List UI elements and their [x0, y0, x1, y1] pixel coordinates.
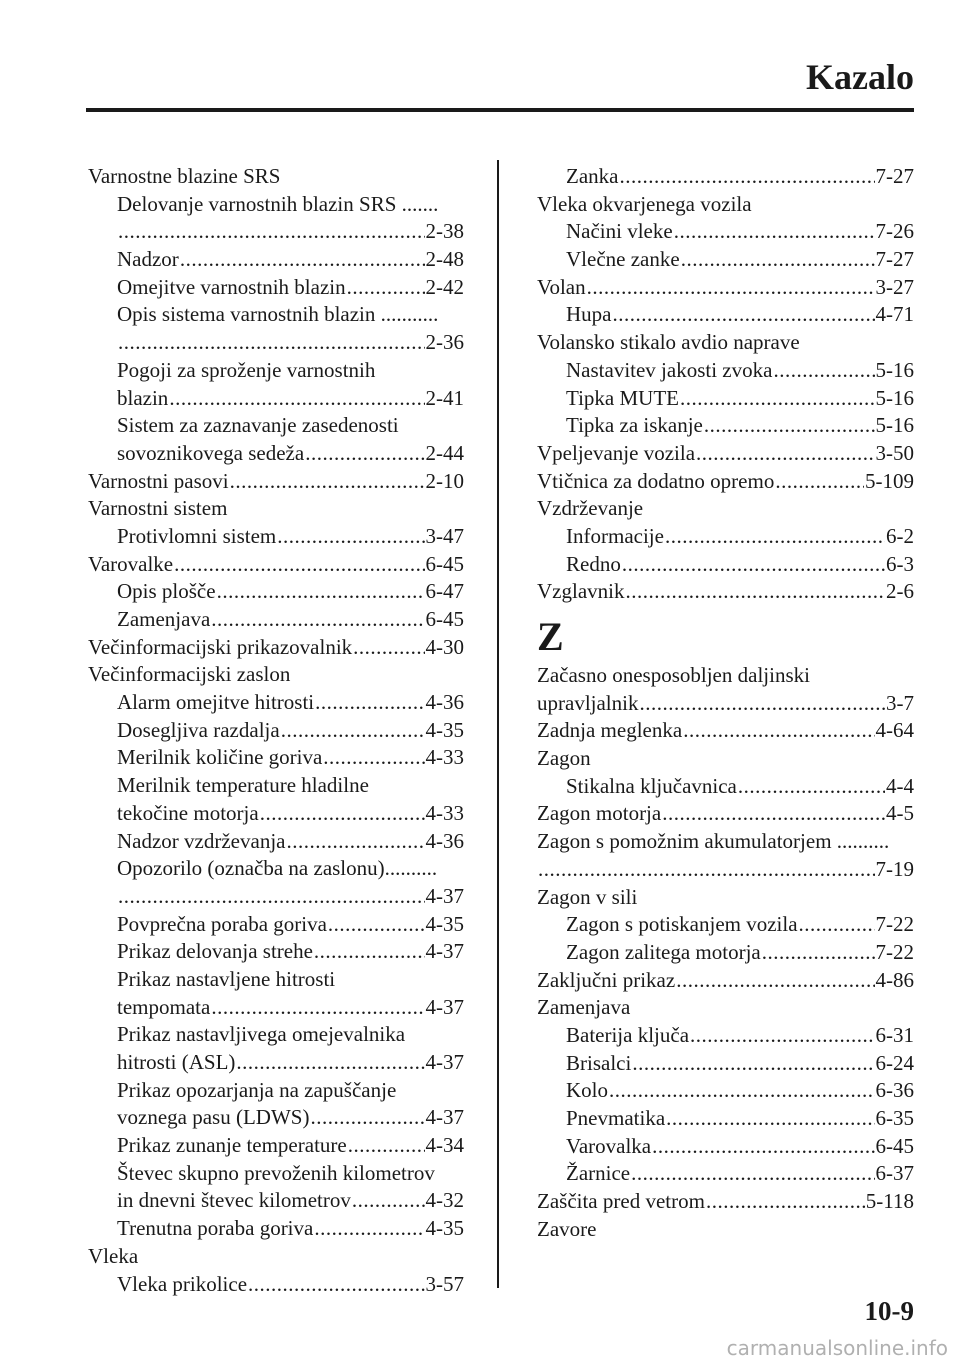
- entry-term: Protivlomni sistem: [117, 523, 277, 548]
- index-line: Zamenjava: [537, 995, 631, 1020]
- index-entry: [537, 1188, 914, 1216]
- entry-term: Tipka MUTE: [566, 385, 679, 410]
- index-entry: [88, 911, 464, 939]
- entry-term: Prikaz zunanje temperature: [117, 1133, 347, 1158]
- dot-leader: [323, 744, 424, 772]
- index-entry: [88, 883, 464, 911]
- index-line: Zagon: [537, 746, 591, 771]
- index-entry: [537, 856, 914, 884]
- entry-term: Nadzor: [117, 247, 179, 272]
- entry-term: Načini vleke: [566, 219, 673, 244]
- dot-leader: [352, 1187, 425, 1215]
- index-entry: [537, 551, 914, 579]
- entry-page-ref: 4-34: [425, 1133, 464, 1158]
- index-entry: [537, 1160, 914, 1188]
- dot-leader: [347, 274, 425, 302]
- index-entry: [537, 440, 914, 468]
- dot-leader: [281, 717, 425, 745]
- dot-leader: [704, 412, 875, 440]
- index-entry: [88, 385, 464, 413]
- dot-leader: [315, 689, 424, 717]
- index-entry: [88, 938, 464, 966]
- dot-leader: [773, 357, 874, 385]
- dot-leader: [676, 967, 874, 995]
- dot-leader: [706, 1188, 865, 1216]
- dot-leader: [118, 218, 425, 246]
- entry-term: Zagon s potiskanjem vozila: [566, 912, 798, 937]
- index-entry: [537, 578, 914, 606]
- entry-page-ref: 6-37: [875, 1161, 914, 1186]
- entry-page-ref: 3-27: [875, 274, 914, 299]
- dot-leader: [652, 1133, 874, 1161]
- entry-term: Večinformacijski prikazovalnik: [88, 634, 353, 659]
- entry-term: Zagon motorja: [537, 801, 662, 826]
- entry-term: Brisalci: [566, 1050, 632, 1075]
- entry-term: tempomata: [117, 994, 211, 1019]
- header-rule: [86, 108, 914, 112]
- entry-page-ref: 7-27: [875, 164, 914, 188]
- dot-leader: [587, 274, 875, 302]
- dot-leader: [619, 163, 874, 191]
- entry-term: voznega pasu (LDWS): [117, 1105, 310, 1130]
- index-entry: [537, 690, 914, 718]
- entry-page-ref: 2-38: [425, 219, 464, 244]
- entry-page-ref: 6-45: [425, 551, 464, 576]
- entry-page-ref: 4-37: [425, 994, 464, 1019]
- dot-leader: [762, 939, 875, 967]
- index-line: Prikaz opozarjanja na zapuščanje: [117, 1077, 397, 1102]
- dot-leader: [674, 218, 875, 246]
- dot-leader: [353, 634, 424, 662]
- column-divider: [497, 160, 499, 1288]
- dot-leader: [538, 856, 875, 884]
- index-column-left: [88, 163, 464, 1298]
- entry-page-ref: 4-86: [875, 967, 914, 992]
- index-line: Prikaz nastavljivega omejevalnika: [117, 1022, 406, 1047]
- index-entry: [537, 523, 914, 551]
- index-line: Pogoji za sproženje varnostnih: [117, 357, 376, 382]
- index-entry: [537, 1105, 914, 1133]
- entry-page-ref: 7-27: [875, 247, 914, 272]
- index-line: Merilnik temperature hladilne: [117, 773, 369, 798]
- index-entry: [537, 717, 914, 745]
- entry-term: Varovalke: [88, 551, 174, 576]
- dot-leader: [230, 468, 425, 496]
- entry-page-ref: 7-22: [875, 912, 914, 937]
- page-number: 10-9: [864, 1296, 914, 1326]
- entry-page-ref: 4-35: [425, 911, 464, 936]
- entry-term: in dnevni števec kilometrov: [117, 1188, 351, 1213]
- entry-term: Vleka prikolice: [117, 1271, 248, 1296]
- entry-page-ref: 7-19: [875, 856, 914, 881]
- index-line: Opozorilo (označba na zaslonu)..........: [117, 856, 438, 881]
- dot-leader: [260, 800, 425, 828]
- index-entry: [537, 468, 914, 496]
- entry-term: Pnevmatika: [566, 1106, 666, 1130]
- dot-leader: [799, 911, 875, 939]
- entry-term: Opis plošče: [117, 579, 216, 604]
- entry-term: Stikalna ključavnica: [566, 773, 737, 798]
- dot-leader: [683, 717, 874, 745]
- dot-leader: [118, 329, 425, 357]
- index-entry: [88, 1104, 464, 1132]
- index-entry: [88, 1132, 464, 1160]
- entry-page-ref: 3-47: [425, 523, 464, 548]
- dot-leader: [118, 883, 425, 911]
- dot-leader: [696, 440, 874, 468]
- index-line: Zagon v sili: [537, 884, 638, 909]
- index-line: Števec skupno prevoženih kilometrov: [117, 1160, 435, 1185]
- index-entry: [537, 967, 914, 995]
- entry-term: blazin: [117, 385, 169, 410]
- entry-term: tekočine motorja: [117, 800, 259, 825]
- dot-leader: [639, 690, 885, 718]
- entry-page-ref: 4-64: [875, 718, 914, 743]
- entry-term: Vlečne zanke: [566, 247, 680, 272]
- entry-page-ref: 2-44: [425, 440, 464, 465]
- entry-page-ref: 4-33: [425, 745, 464, 770]
- dot-leader: [665, 523, 885, 551]
- index-entry: [88, 246, 464, 274]
- index-entry: [537, 911, 914, 939]
- dot-leader: [662, 800, 885, 828]
- index-entry: [88, 800, 464, 828]
- entry-page-ref: 4-37: [425, 1105, 464, 1130]
- entry-term: Alarm omejitve hitrosti: [117, 690, 315, 715]
- entry-page-ref: 7-26: [875, 219, 914, 244]
- entry-page-ref: 2-36: [425, 330, 464, 355]
- dot-leader: [666, 1105, 874, 1133]
- index-entry: [88, 606, 464, 634]
- index-entry: [537, 218, 914, 246]
- entry-page-ref: 2-48: [425, 247, 464, 272]
- entry-term: Baterija ključa: [566, 1022, 690, 1047]
- index-line: Varnostni sistem: [88, 496, 228, 521]
- entry-page-ref: 5-16: [875, 413, 914, 438]
- index-line: Volansko stikalo avdio naprave: [537, 330, 800, 355]
- dot-leader: [286, 828, 424, 856]
- dot-leader: [174, 551, 424, 579]
- entry-page-ref: 6-31: [875, 1022, 914, 1047]
- dot-leader: [305, 440, 424, 468]
- entry-page-ref: 6-24: [875, 1050, 914, 1075]
- entry-term: Vpeljevanje vozila: [537, 440, 696, 465]
- index-entry: [88, 440, 464, 468]
- entry-term: Zagon zalitega motorja: [566, 939, 761, 964]
- dot-leader: [310, 1104, 424, 1132]
- dot-leader: [681, 246, 875, 274]
- dot-leader: [613, 301, 875, 329]
- index-line: Zavore: [537, 1216, 597, 1241]
- entry-page-ref: 4-32: [425, 1188, 464, 1213]
- entry-page-ref: 4-37: [425, 883, 464, 908]
- index-line: Zagon s pomožnim akumulatorjem ..........: [537, 829, 890, 854]
- entry-page-ref: 4-36: [425, 690, 464, 715]
- index-entry: [88, 1271, 464, 1299]
- entry-term: Zaključni prikaz: [537, 967, 676, 992]
- index-entry: [537, 246, 914, 274]
- entry-page-ref: 3-7: [886, 690, 914, 715]
- index-entry: [88, 1187, 464, 1215]
- entry-page-ref: 4-36: [425, 828, 464, 853]
- entry-term: Zanka: [566, 164, 619, 188]
- entry-term: Nadzor vzdrževanja: [117, 828, 286, 853]
- index-entry: [537, 1022, 914, 1050]
- index-line: Delovanje varnostnih blazin SRS .......: [117, 191, 439, 216]
- entry-page-ref: 4-35: [425, 717, 464, 742]
- index-entry: [88, 468, 464, 496]
- entry-page-ref: 4-4: [886, 773, 914, 798]
- dot-leader: [348, 1132, 425, 1160]
- index-line: Vleka: [88, 1243, 139, 1268]
- index-entry: [537, 163, 914, 191]
- index-entry: [88, 218, 464, 246]
- dot-leader: [775, 468, 864, 496]
- entry-term: Volan: [537, 274, 586, 299]
- dot-leader: [277, 523, 424, 551]
- entry-page-ref: 7-22: [875, 939, 914, 964]
- entry-term: Merilnik količine goriva: [117, 745, 323, 770]
- dot-leader: [180, 246, 425, 274]
- entry-term: Zadnja meglenka: [537, 718, 683, 743]
- entry-term: Varnostni pasovi: [88, 468, 229, 493]
- entry-term: Povprečna poraba goriva: [117, 911, 327, 936]
- index-entry: [88, 1215, 464, 1243]
- entry-page-ref: 2-10: [425, 468, 464, 493]
- entry-page-ref: 4-37: [425, 939, 464, 964]
- entry-term: Vzglavnik: [537, 579, 625, 604]
- index-entry: [88, 994, 464, 1022]
- entry-page-ref: 6-45: [425, 607, 464, 631]
- entry-page-ref: 4-5: [886, 801, 914, 826]
- dot-leader: [690, 1022, 874, 1050]
- entry-term: Žarnice: [566, 1161, 631, 1186]
- entry-term: Trenutna poraba goriva: [117, 1216, 314, 1241]
- entry-page-ref: 6-36: [875, 1078, 914, 1103]
- index-entry: [537, 939, 914, 967]
- dot-leader: [314, 938, 425, 966]
- watermark: carmanualsonline.info: [726, 1336, 948, 1360]
- index-entry: [537, 385, 914, 413]
- entry-page-ref: 2-41: [425, 385, 464, 410]
- index-column-right: [537, 163, 914, 1243]
- index-line: Opis sistema varnostnih blazin ...........: [117, 302, 439, 327]
- index-entry: [537, 773, 914, 801]
- entry-page-ref: 5-109: [865, 468, 914, 493]
- entry-page-ref: 5-16: [875, 357, 914, 382]
- index-entry: [88, 329, 464, 357]
- entry-term: sovoznikovega sedeža: [117, 440, 305, 465]
- index-entry: [537, 800, 914, 828]
- entry-page-ref: 6-2: [886, 523, 914, 548]
- dot-leader: [236, 1049, 424, 1077]
- entry-page-ref: 6-47: [425, 579, 464, 604]
- index-line: Prikaz nastavljene hitrosti: [117, 966, 336, 991]
- dot-leader: [632, 1050, 874, 1078]
- entry-page-ref: 3-57: [425, 1271, 464, 1296]
- entry-page-ref: 5-16: [875, 385, 914, 410]
- index-entry: [88, 1049, 464, 1077]
- entry-term: Varovalka: [566, 1133, 652, 1158]
- entry-page-ref: 4-30: [425, 634, 464, 659]
- index-entry: [537, 301, 914, 329]
- index-entry: [537, 1133, 914, 1161]
- index-entry: [88, 274, 464, 302]
- entry-term: Prikaz delovanja strehe: [117, 939, 313, 964]
- dot-leader: [738, 773, 885, 801]
- index-entry: [88, 689, 464, 717]
- entry-term: hitrosti (ASL): [117, 1050, 236, 1074]
- entry-term: upravljalnik: [537, 690, 639, 715]
- dot-leader: [211, 994, 424, 1022]
- entry-page-ref: 6-3: [886, 551, 914, 576]
- entry-page-ref: 6-35: [875, 1106, 914, 1130]
- entry-term: Informacije: [566, 523, 664, 548]
- index-entry: [537, 1050, 914, 1078]
- dot-leader: [631, 1160, 874, 1188]
- dot-leader: [211, 606, 424, 634]
- dot-leader: [328, 911, 425, 939]
- entry-term: Zamenjava: [117, 607, 211, 631]
- index-line: Večinformacijski zaslon: [88, 662, 291, 687]
- entry-page-ref: 5-118: [865, 1189, 914, 1214]
- entry-term: Tipka za iskanje: [566, 413, 703, 438]
- dot-leader: [314, 1215, 424, 1243]
- index-line: Vzdrževanje: [537, 496, 644, 521]
- entry-term: Omejitve varnostnih blazin: [117, 274, 346, 299]
- index-line: Varnostne blazine SRS: [88, 164, 281, 188]
- index-entry: [537, 274, 914, 302]
- dot-leader: [622, 551, 885, 579]
- index-entry: [88, 578, 464, 606]
- entry-page-ref: 2-42: [425, 274, 464, 299]
- entry-page-ref: 4-33: [425, 800, 464, 825]
- dot-leader: [169, 385, 424, 413]
- entry-page-ref: 4-37: [425, 1050, 464, 1074]
- index-line: Sistem za zaznavanje zasedenosti: [117, 413, 399, 438]
- entry-term: Kolo: [566, 1078, 608, 1103]
- index-entry: [88, 717, 464, 745]
- index-entry: [88, 551, 464, 579]
- entry-page-ref: 3-50: [875, 440, 914, 465]
- entry-term: Redno: [566, 551, 621, 576]
- index-line: Začasno onesposobljen daljinski: [537, 663, 810, 687]
- index-line: Vleka okvarjenega vozila: [537, 191, 752, 216]
- entry-term: Hupa: [566, 302, 612, 327]
- entry-term: Dosegljiva razdalja: [117, 717, 280, 742]
- index-entry: [537, 412, 914, 440]
- index-entry: [537, 1077, 914, 1105]
- dot-leader: [248, 1271, 424, 1299]
- index-entry: [88, 634, 464, 662]
- index-entry: [537, 357, 914, 385]
- dot-leader: [609, 1077, 875, 1105]
- section-letter: Z: [537, 614, 564, 659]
- index-entry: [88, 828, 464, 856]
- entry-page-ref: 4-71: [875, 302, 914, 327]
- entry-page-ref: 6-45: [875, 1133, 914, 1158]
- page-title: Kazalo: [806, 57, 914, 97]
- index-entry: [88, 523, 464, 551]
- dot-leader: [680, 385, 875, 413]
- entry-page-ref: 2-6: [886, 579, 914, 604]
- dot-leader: [217, 578, 425, 606]
- entry-term: Nastavitev jakosti zvoka: [566, 357, 773, 382]
- dot-leader: [625, 578, 885, 606]
- index-entry: [88, 744, 464, 772]
- entry-page-ref: 4-35: [425, 1216, 464, 1241]
- entry-term: Vtičnica za dodatno opremo: [537, 468, 775, 493]
- entry-term: Zaščita pred vetrom: [537, 1189, 705, 1214]
